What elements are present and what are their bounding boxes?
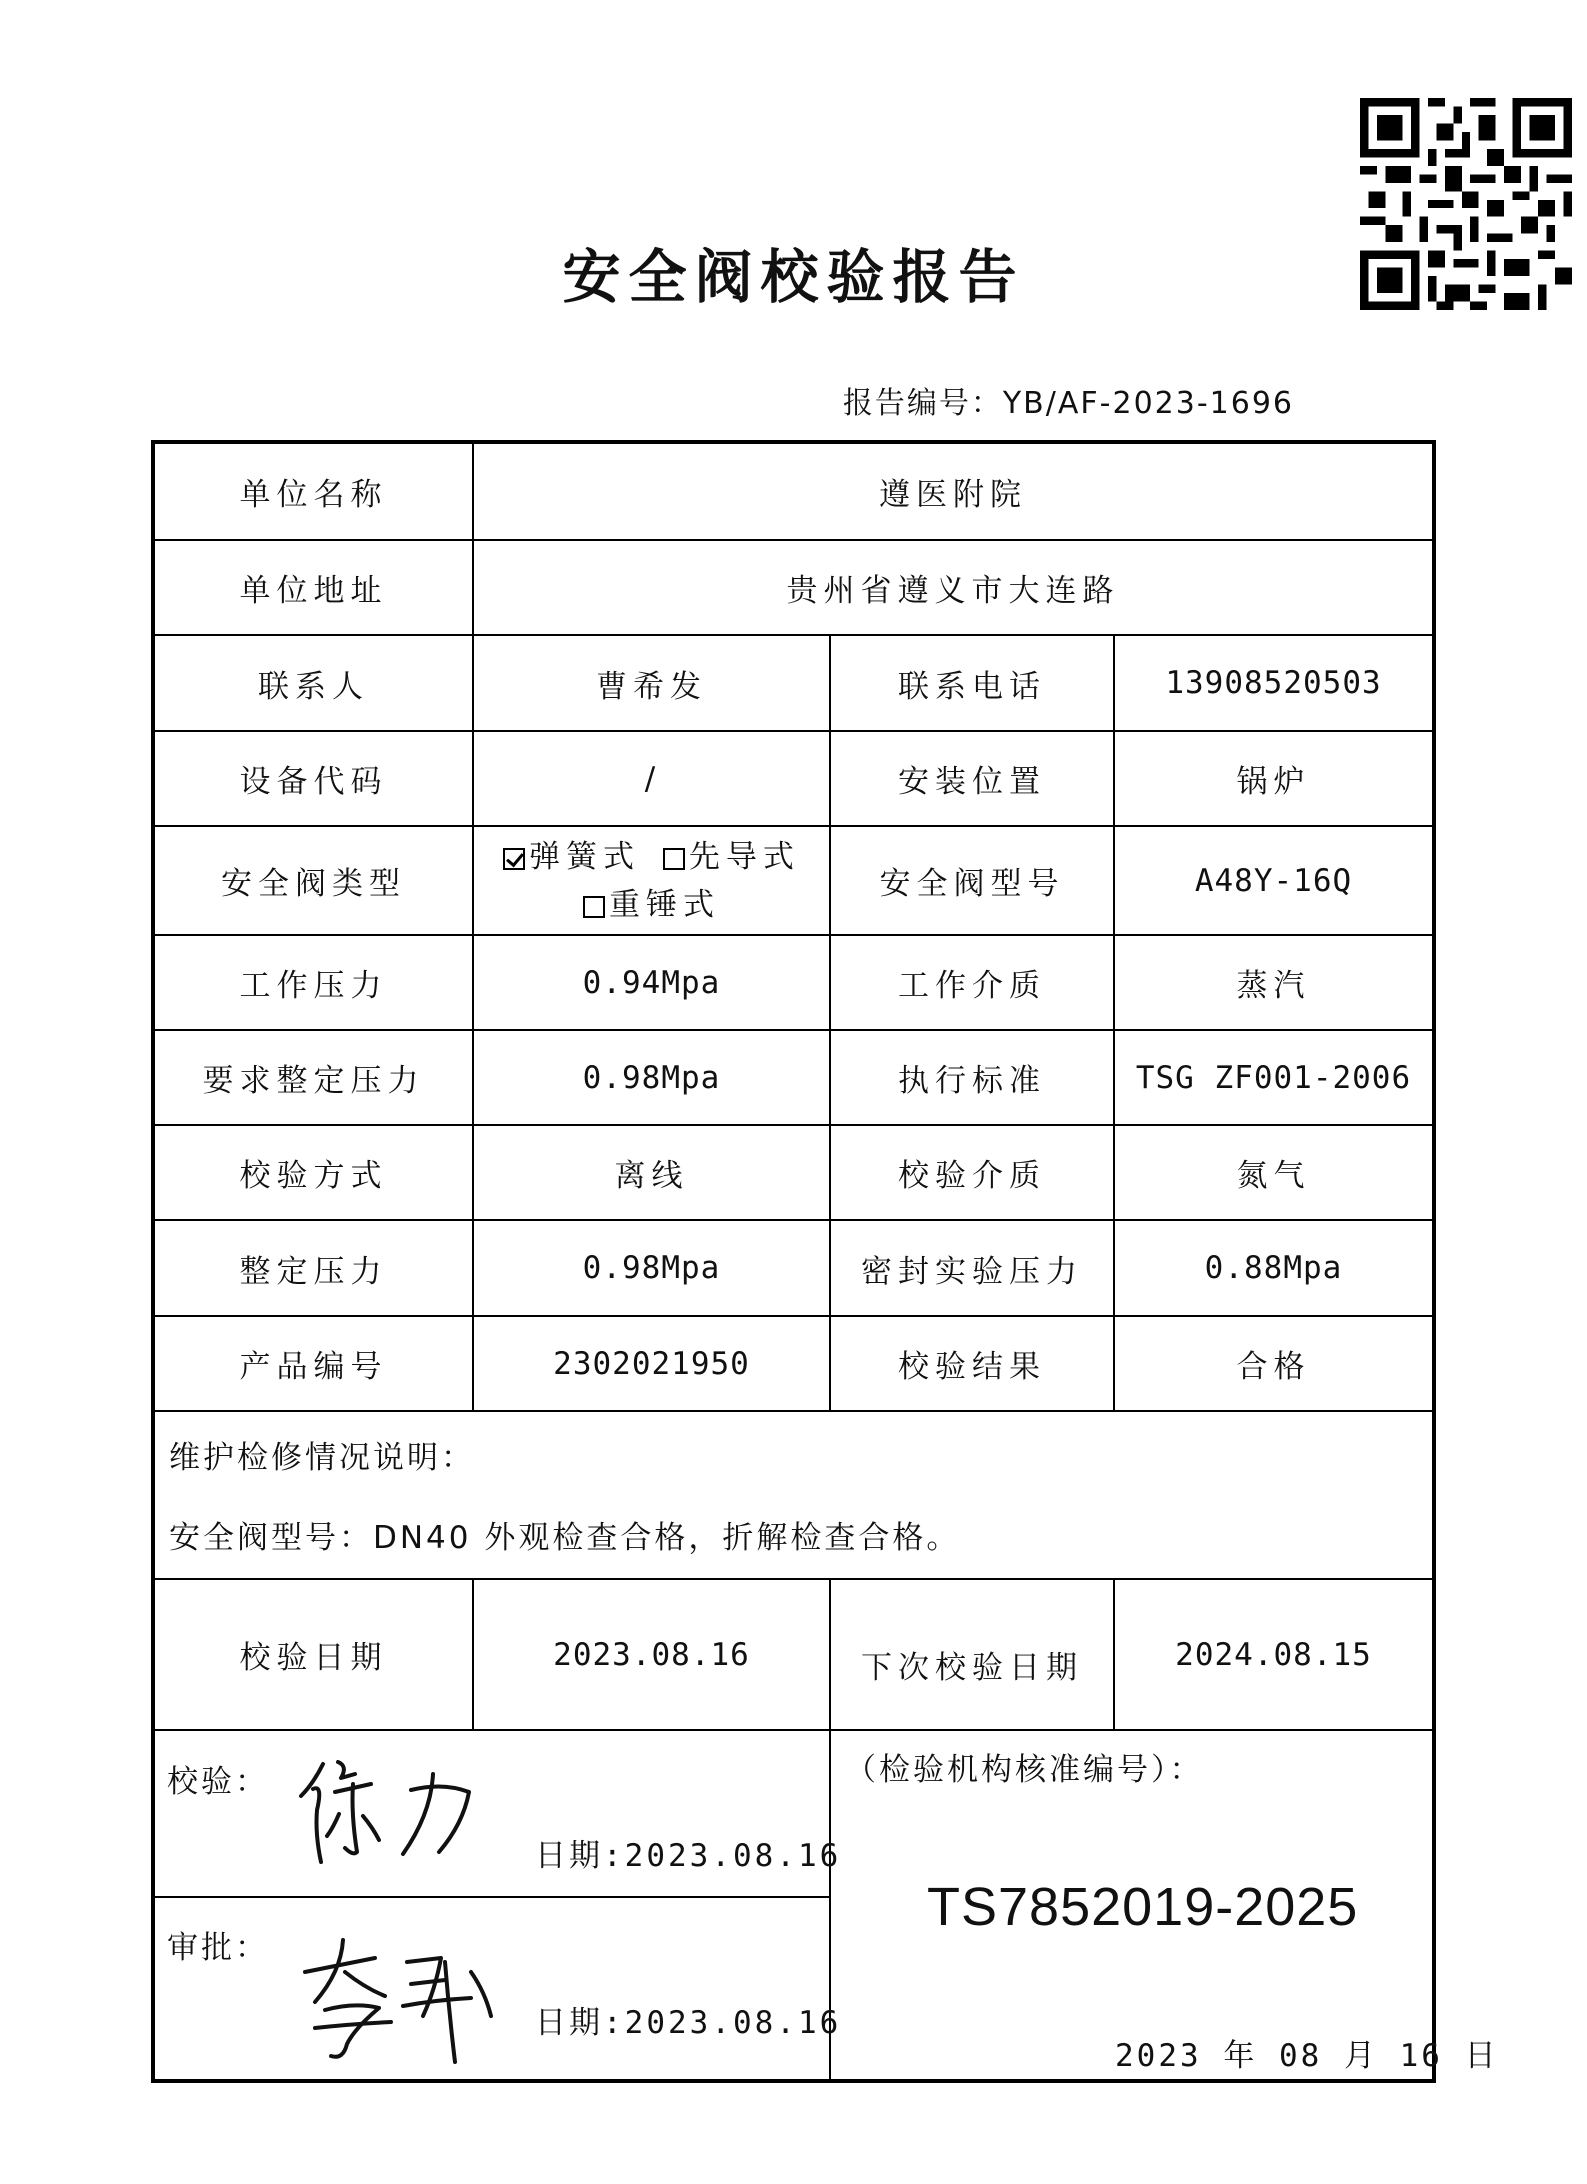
valve-type-label: 安全阀类型: [221, 866, 406, 902]
seal-test-pressure-label: 密封实验压力: [861, 1253, 1083, 1290]
unit-name-value: 遵医附院: [879, 477, 1027, 513]
test-date-value: 2023.08.16: [553, 1636, 750, 1673]
test-medium-label: 校验介质: [898, 1158, 1046, 1194]
test-method-label: 校验方式: [239, 1158, 388, 1194]
checkbox-spring[interactable]: 弹簧式: [503, 839, 640, 875]
contact-label: 联系人: [258, 668, 369, 705]
checkbox-checked-icon: [503, 848, 525, 870]
phone-value: 13908520503: [1165, 665, 1382, 701]
equipment-code-label: 设备代码: [239, 764, 388, 800]
required-set-pressure-label: 要求整定压力: [202, 1063, 425, 1099]
inspector-label: 校验：: [167, 1764, 269, 1800]
product-number-value: 2302021950: [553, 1345, 750, 1382]
set-pressure-value: 0.98Mpa: [582, 1250, 721, 1286]
valve-model-label: 安全阀型号: [879, 866, 1065, 902]
working-medium-label: 工作介质: [898, 968, 1046, 1004]
maintenance-heading: 维护检修情况说明：: [169, 1440, 475, 1476]
report-title: 安全阀校验报告: [562, 243, 1025, 311]
approver-date: 日期:2023.08.16: [535, 2005, 842, 2041]
next-test-date-label: 下次校验日期: [861, 1650, 1083, 1686]
install-location-value: 锅炉: [1236, 764, 1311, 800]
next-test-date-value: 2024.08.15: [1175, 1636, 1372, 1673]
institution-number: TS7852019-2025: [927, 1877, 1359, 1937]
valve-type-options: [474, 827, 829, 934]
result-label: 校验结果: [898, 1349, 1046, 1385]
working-pressure-value: 0.94Mpa: [582, 964, 721, 1001]
standard-value: TSG ZF001-2006: [1135, 1059, 1412, 1096]
seal-test-pressure-value: 0.88Mpa: [1204, 1250, 1343, 1286]
phone-label: 联系电话: [898, 668, 1046, 705]
install-location-label: 安装位置: [898, 764, 1046, 800]
inspector-signature: [293, 1744, 493, 1874]
test-date-label: 校验日期: [239, 1640, 388, 1676]
checkbox-unchecked-icon: [583, 896, 605, 918]
contact-value: 曹希发: [596, 668, 707, 705]
approver-signature: [295, 1932, 505, 2072]
report-table: [151, 440, 1499, 2083]
unit-address-label: 单位地址: [239, 573, 388, 609]
standard-label: 执行标准: [898, 1063, 1046, 1099]
checkbox-unchecked-icon: [663, 848, 685, 870]
unit-address-value: 贵州省遵义市大连路: [786, 573, 1120, 609]
set-pressure-label: 整定压力: [239, 1253, 388, 1290]
maintenance-text: 安全阀型号：DN40 外观检查合格，折解检查合格。: [169, 1520, 961, 1556]
test-medium-value: 氮气: [1236, 1158, 1311, 1194]
institution-date: 2023 年 08 月 16 日: [1115, 2038, 1499, 2074]
institution-heading: （检验机构核准编号）：: [845, 1752, 1204, 1788]
inspector-date: 日期:2023.08.16: [535, 1838, 842, 1874]
approver-label: 审批：: [167, 1930, 269, 1966]
report-number: 报告编号：YB/AF-2023-1696: [842, 386, 1294, 421]
qr-code-icon: [1360, 98, 1572, 310]
working-medium-value: 蒸汽: [1236, 968, 1311, 1004]
test-method-value: 离线: [614, 1158, 689, 1194]
working-pressure-label: 工作压力: [239, 968, 388, 1004]
valve-model-value: A48Y-16Q: [1194, 862, 1353, 899]
equipment-code-value: /: [644, 760, 659, 797]
unit-name-label: 单位名称: [239, 477, 388, 513]
checkbox-weight[interactable]: 重锤式: [583, 887, 720, 923]
checkbox-pilot[interactable]: 先导式: [663, 839, 800, 875]
product-number-label: 产品编号: [239, 1349, 388, 1385]
result-value: 合格: [1236, 1349, 1311, 1385]
required-set-pressure-value: 0.98Mpa: [582, 1059, 721, 1096]
